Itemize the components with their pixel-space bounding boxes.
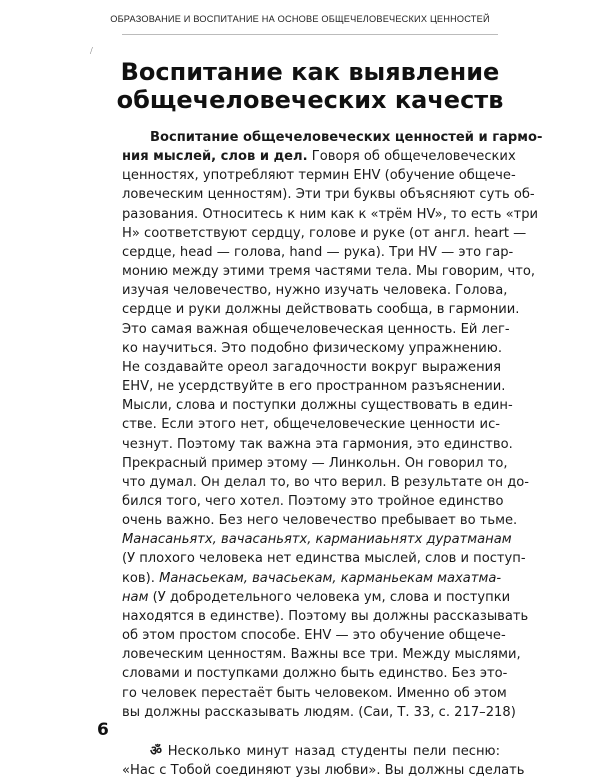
text-fragment: Несколько минут назад студенты пели песню: [161,743,500,759]
text-line: что думал. Он делал то, во что верил. В результате он до- [122,474,529,490]
text-line: вы должны рассказывать людям. (Саи, Т. 33, с. 217–218) [122,704,516,720]
text-line: ловеческим ценностям). Эти три буквы объясняют суть об- [122,187,535,203]
text-fragment: ков). [122,570,160,586]
text-line [122,530,512,549]
chapter-title [100,58,520,114]
text-line: ценностях, употребляют термин EHV (обучение общече- [122,168,516,184]
italic-sanskrit-text: Манасаньятх, вачасаньятх, карманиаьнятх дуратманам [122,532,512,548]
text-line: Это самая важная общечеловеческая ценность. Ей лег- [122,321,510,337]
text-line [122,588,511,607]
text-line: стве. Если этого нет, общечеловеческие ценности ис- [122,417,500,433]
om-symbol-icon: ॐ [150,743,162,759]
text-line: Прекрасный пример этому — Линкольн. Он говорил то, [122,455,508,471]
text-line: словами и поступками должно быть единство. Без это- [122,666,508,682]
text-line [122,742,500,761]
bold-heading-text: ния мыслей, слов и дел. [122,149,308,165]
text-line: го человек перестаёт быть человеком. Именно об этом [122,685,507,701]
paragraph-1 [122,128,543,722]
text-line: сердце, head — голова, hand — рука). Три HV — это гар- [122,244,514,260]
chapter-title-line-2: общечеловеческих качеств [116,86,504,114]
text-line: Мысли, слова и поступки должны существовать в един- [122,398,513,414]
text-line: об этом простом способе. EHV — это обучение общече- [122,628,506,644]
text-line: чезнут. Поэтому так важна эта гармония, это единство. [122,436,513,452]
text-line: «Нас с Тобой соединяют узы любви». Вы должны сделать [122,763,525,778]
text-fragment: Говоря об общечеловеческих [307,149,516,165]
text-line [122,128,543,147]
text-line: находятся в единстве). Поэтому вы должны рассказывать [122,608,529,624]
text-line: монию между этими тремя частями тела. Мы говорим, что, [122,264,536,280]
text-line: изучая человечество, нужно изучать человека. Голова, [122,283,508,299]
text-line: очень важно. Без него человечество пребывает во тьме. [122,513,518,529]
text-line: сердце и руки должны действовать сообща, в гармонии. [122,302,520,318]
paragraph-gap [122,722,500,742]
text-line: бился того, чего хотел. Поэтому это тройное единство [122,493,504,509]
text-line: ловеческим ценностям. Важны все три. Между мыслями, [122,647,521,663]
header-rule [122,34,498,35]
italic-sanskrit-text: нам [122,589,149,605]
body-text [122,128,543,780]
text-line: H» соответствуют сердцу, голове и руке (от англ. heart — [122,225,527,241]
text-fragment: (У добродетельного человека ум, слова и поступки [148,589,511,605]
page-number: 6 [97,720,109,740]
paragraph-2 [122,742,525,780]
margin-mark: / [90,46,93,57]
text-line: (У плохого человека нет единства мыслей, слов и поступ- [122,551,526,567]
text-line [122,147,516,166]
italic-sanskrit-text: Манасьекам, вачасьекам, карманьекам махатма- [159,570,502,586]
bold-heading-text: Воспитание общечеловеческих ценностей и гармо- [150,130,543,145]
running-header: ОБРАЗОВАНИЕ И ВОСПИТАНИЕ НА ОСНОВЕ ОБЩЕЧЕЛОВЕЧЕСКИХ ЦЕННОСТЕЙ [110,14,490,24]
text-line: разования. Относитесь к ним как к «трём HV», то есть «три [122,206,539,222]
text-line: Не создавайте ореол загадочности вокруг выражения [122,359,502,375]
chapter-title-line-1: Воспитание как выявление [120,58,500,86]
text-line: EHV, не усердствуйте в его пространном разъяснении. [122,379,506,395]
text-line: ко научиться. Это подобно физическому упражнению. [122,340,502,356]
text-line [122,569,500,588]
